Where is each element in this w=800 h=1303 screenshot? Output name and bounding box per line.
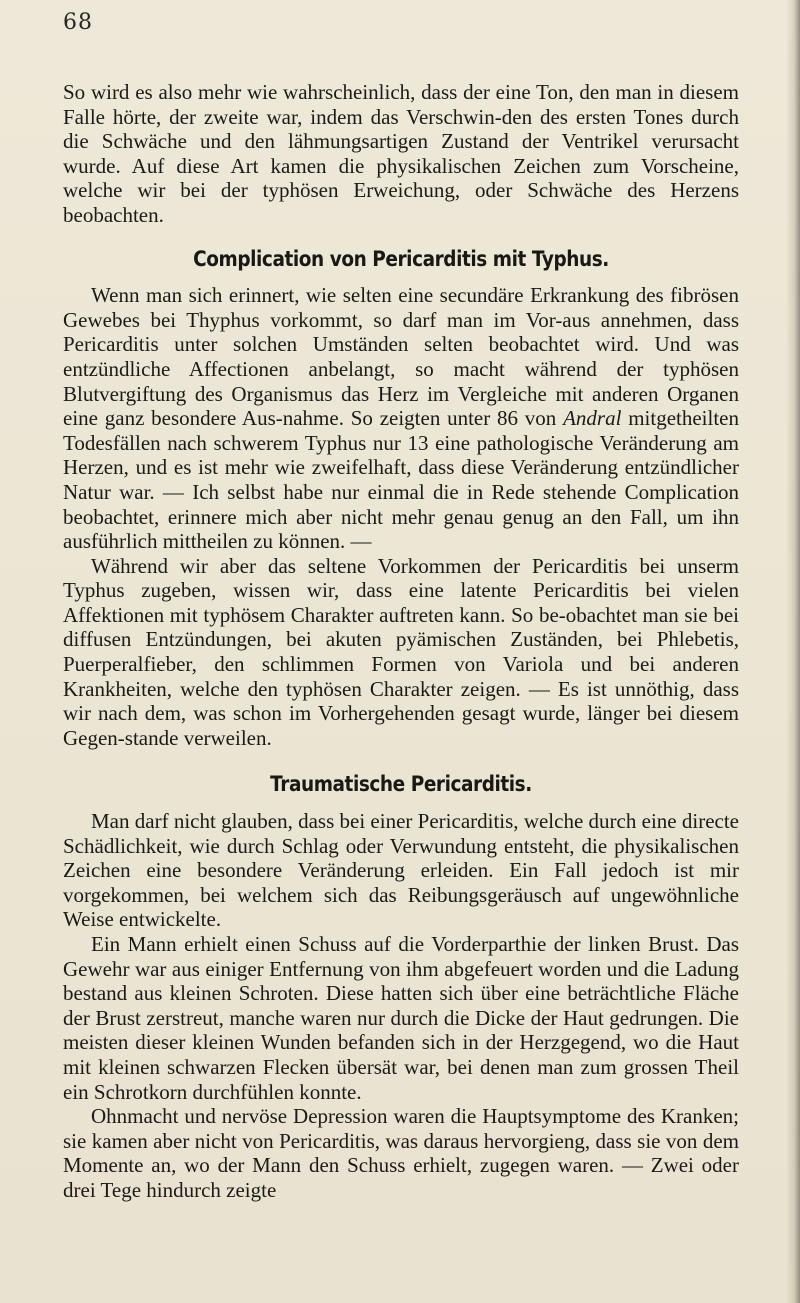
paragraph: So wird es also mehr wie wahrscheinlich, dass der eine Ton, den man in diesem Falle hörte, der zweite war, indem das Verschwin-den des ersten Tones durch die Schwäche und den lähmungsartigen Zustand der Ventrikel verursacht wurde. Auf diese Art kamen die physikalischen Zeichen zum Vorscheine, welche wir bei der typhösen Erweichung, oder Schwäche des Herzens beobachten.: [63, 80, 739, 227]
paragraph: Ein Mann erhielt einen Schuss auf die Vorderparthie der linken Brust. Das Gewehr war aus einiger Entfernung von ihm abgefeuert worden und die Ladung bestand aus kleinen Schroten. Diese hatten sich über eine beträchtliche Fläche der Brust zerstreut, manche waren nur durch die Dicke der Haut gedrungen. Die meisten dieser kleinen Wunden befanden sich in der Herzgegend, wo die Haut mit kleinen schwarzen Flecken übersät war, bei denen man zum grossen Theil ein Schrotkorn durchfühlen konnte.: [63, 932, 739, 1104]
paragraph: [63, 283, 739, 554]
paragraph: Während wir aber das seltene Vorkommen der Pericarditis bei unserm Typhus zugeben, wissen wir, dass eine latente Pericarditis bei vielen Affektionen mit typhösem Charakter auftreten kann. So be-obachtet man sie bei diffusen Entzündungen, bei akuten pyämischen Zuständen, bei Phlebetis, Puerperalfieber, den schlimmen Formen von Variola und bei anderen Krankheiten, welche den typhösen Charakter zeigen. — Es ist unnöthig, dass wir nach dem, was schon im Vorhergehenden gesagt wurde, länger bei diesem Gegen-stande verweilen.: [63, 553, 739, 750]
paragraph: Man darf nicht glauben, dass bei einer Pericarditis, welche durch eine directe Schädlichkeit, wie durch Schlag oder Verwundung entsteht, die physikalischen Zeichen eine besondere Veränderung erleiden. Ein Fall jedoch ist mir vorgekommen, bei welchem sich das Reibungsgeräusch auf ungewöhnliche Weise entwickelte.: [63, 809, 739, 932]
paragraph-text: mitgetheilten Todesfällen nach schwerem Typhus nur 13 eine pathologische Veränderung am Herzen, und es ist mehr wie zweifelhaft, dass diese Veränderung entzündlicher Natur war. — Ich selbst habe nur einmal die in Rede stehende Complication beobachtet, erinnere mich aber nicht mehr genau genug an den Fall, um ihn ausführlich mittheilen zu können. —: [63, 406, 739, 554]
paragraph-text: Wenn man sich erinnert, wie selten eine secundäre Erkrankung des fibrösen Gewebes bei Thyphus vorkommt, so darf man im Vor-aus annehmen, dass Pericarditis unter solchen Umständen selten beobachtet wird. Und was entzündliche Affectionen anbelangt, so macht während der typhösen Blutvergiftung des Organismus das Herz im Vergleiche mit anderen Organen eine ganz besondere Aus-nahme. So zeigten unter 86 von: [63, 283, 739, 431]
paragraph: Ohnmacht und nervöse Depression waren die Hauptsymptome des Kranken; sie kamen aber nicht von Pericarditis, was daraus hervorgieng, dass sie von dem Momente an, wo der Mann den Schuss erhielt, zugegen waren. — Zwei oder drei Tege hindurch zeigte: [63, 1104, 739, 1202]
body-text: [63, 80, 739, 1203]
page-number: 68: [63, 10, 93, 35]
author-name-italic: Andral: [563, 406, 622, 431]
page-edge-shadow: [786, 0, 800, 1303]
section-heading: Traumatische Pericarditis.: [270, 772, 532, 797]
section-heading: Complication von Pericarditis mit Typhus.: [193, 246, 609, 271]
